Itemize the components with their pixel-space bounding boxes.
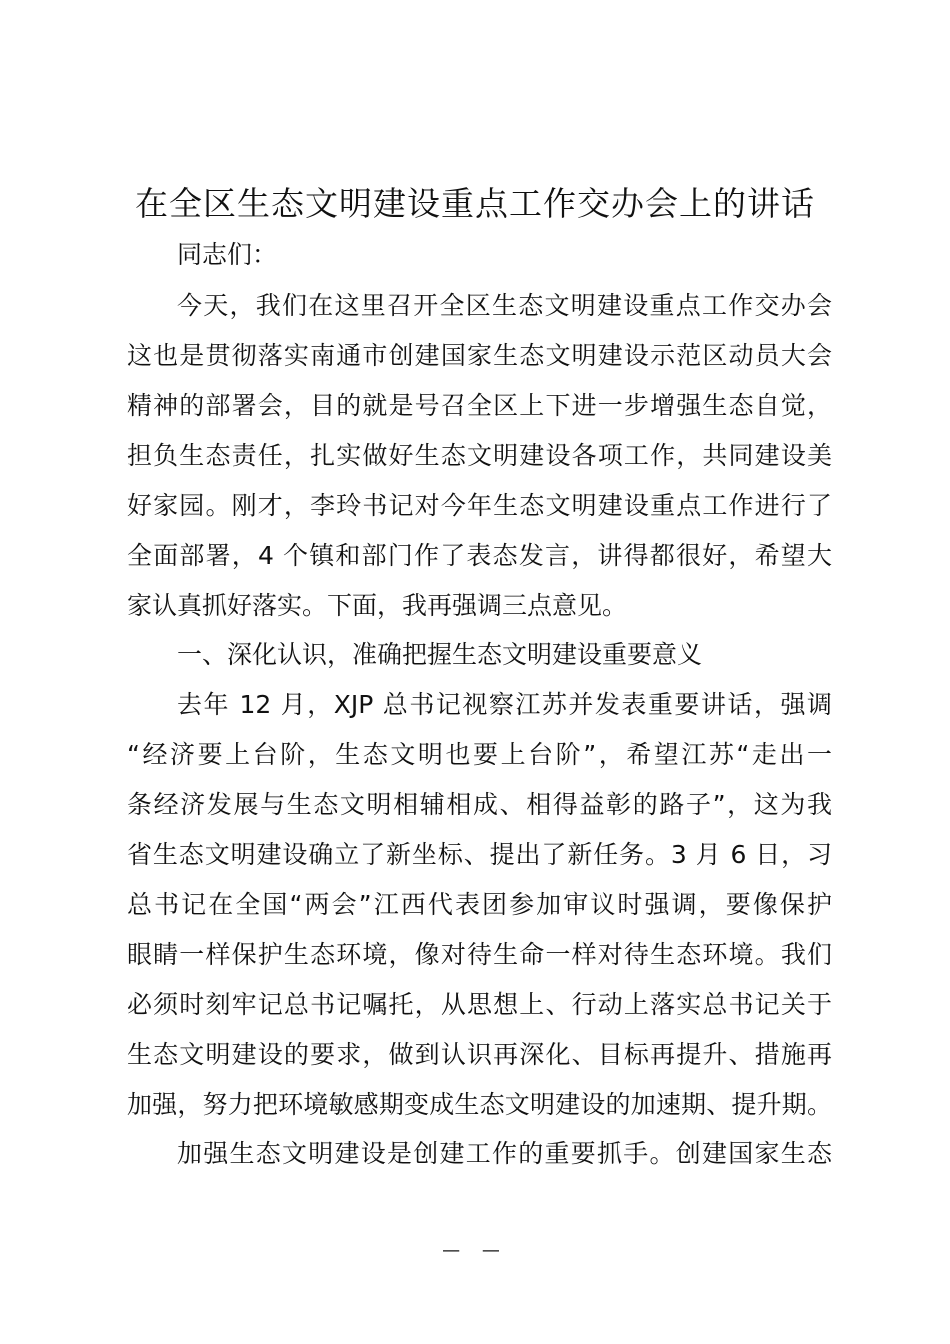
paragraph-line: 今天，我们在这里召开全区生态文明建设重点工作交办会 (177, 291, 832, 320)
paragraph-line: 这也是贯彻落实南通市创建国家生态文明建设示范区动员大会 (127, 341, 832, 370)
paragraph-line: 必须时刻牢记总书记嘱托，从思想上、行动上落实总书记关于 (127, 990, 832, 1019)
paragraph-line: 省生态文明建设确立了新坐标、提出了新任务。3 月 6 日，习 (127, 840, 832, 869)
paragraph-line: 加强，努力把环境敏感期变成生态文明建设的加速期、提升期。 (127, 1090, 832, 1119)
paragraph-line: 精神的部署会，目的就是号召全区上下进一步增强生态自觉， (127, 391, 832, 420)
paragraph-line: 条经济发展与生态文明相辅相成、相得益彰的路子”，这为我 (127, 790, 832, 819)
paragraph-line: 眼睛一样保护生态环境，像对待生命一样对待生态环境。我们 (127, 940, 832, 969)
document-title: 在全区生态文明建设重点工作交办会上的讲话 (135, 184, 815, 223)
paragraph-line: 好家园。刚才，李玲书记对今年生态文明建设重点工作进行了 (127, 491, 832, 520)
paragraph-line: 家认真抓好落实。下面，我再强调三点意见。 (127, 591, 628, 620)
salutation-line: 同志们： (177, 240, 278, 269)
page-number: — — (442, 1240, 508, 1261)
paragraph-line: 去年 12 月，XJP 总书记视察江苏并发表重要讲话，强调 (177, 690, 832, 719)
paragraph-line: 加强生态文明建设是创建工作的重要抓手。创建国家生态 (177, 1139, 832, 1168)
paragraph-line: “经济要上台阶，生态文明也要上台阶”，希望江苏“走出一 (127, 740, 832, 769)
paragraph-line: 总书记在全国“两会”江西代表团参加审议时强调，要像保护 (127, 890, 832, 919)
paragraph-line: 全面部署，4 个镇和部门作了表态发言，讲得都很好，希望大 (127, 541, 832, 570)
paragraph-line: 担负生态责任，扎实做好生态文明建设各项工作，共同建设美 (127, 441, 832, 470)
section-heading: 一、深化认识，准确把握生态文明建设重要意义 (177, 640, 703, 669)
paragraph-line: 生态文明建设的要求，做到认识再深化、目标再提升、措施再 (127, 1040, 832, 1069)
